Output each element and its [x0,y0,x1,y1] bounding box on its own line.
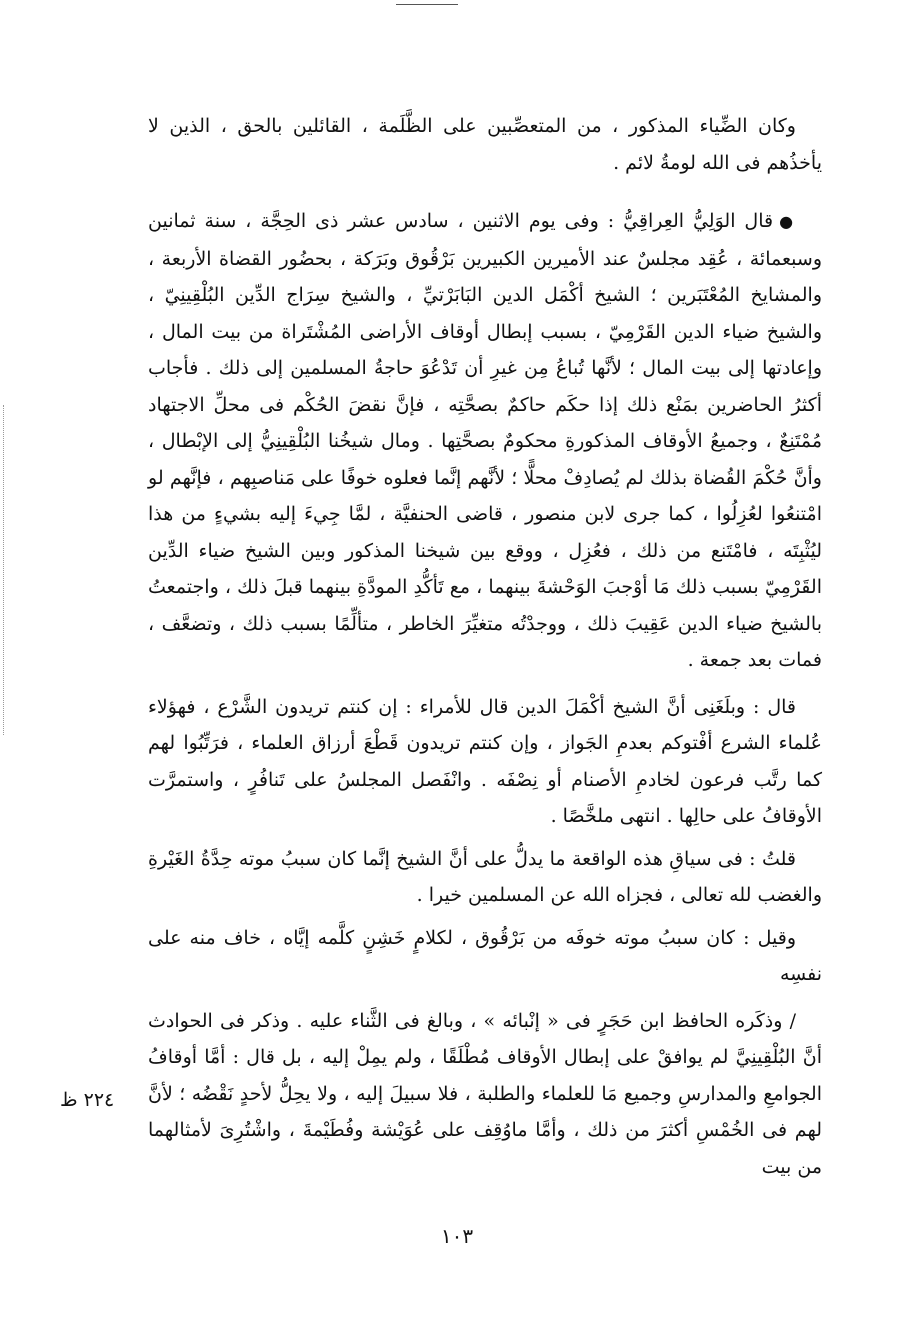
paragraph-5: وقيل : كان سببُ موته خوفَه من بَرْقُوق ، لكلامٍ خَشِنٍ كلَّمه إيَّاه ، خاف منه على نفسِه [148,926,822,985]
paragraph-1: وكان الضِّياء المذكور ، من المتعصِّبين على الظَّلَمة ، القائلين بالحق ، الذين لا يأخذُهم فى الله لومةُ لائم . [148,115,822,174]
page-edge-mark [3,405,4,735]
page-body [148,108,822,1185]
page-number: ١٠٣ [440,1224,474,1248]
paragraph-4: قلتُ : فى سياقِ هذه الواقعة ما يدلُّ على أنَّ الشيخ إنَّما كان سببُ موته حِدَّةُ الغَيْرةِ والغضب لله تعالى ، فجزاه الله عن المسلمين خيرا . [148,847,822,906]
top-rule [396,4,458,5]
paragraph-3: قال : وبلَغَنِى أنَّ الشيخ أكْمَلَ الدين قال للأمراء : إن كنتم تريدون الشَّرْع ، فهؤلاء عُلماء الشرع أفْتوكم بعدمِ الجَواز ، وإن كنتم تريدون قَطْعَ أرزاق العلماء ، فرَتِّبُوا لهم كما رتَّب فرعون لخادمِ الأصنام أو نِصْفَه . وانْفَصل المجلسُ على تَنافُرٍ ، واستمرَّت الأوقافُ على حالِها . انتهى ملخَّصًا . [148,695,823,827]
bullet-icon: ● [779,212,797,231]
paragraph-6: / وذكَره الحافظ ابن حَجَرٍ فى « إنْبائه » ، وبالغ فى الثَّناء عليه . وذكر فى الحوادث أنَّ البُلْقِينِيَّ لم يوافقْ على إبطال الأوقاف مُطْلَقًا ، ولم يمِلْ إليه ، بل قال : أمَّا أوقافُ الجوامعِ والمدارسِ وجميع مَا للعلماء والطلبة ، فلا سبيلَ إليه ، ولا يحِلُّ لأحدٍ نَقْضُه ؛ لأنَّ لهم فى الخُمْسِ أكثرَ من ذلك ، وأمَّا ماوُقِف على عُوَيْشة وفُطَيْمةَ ، واشْتُرِىَ لأمثالهما من بيت [148,1009,822,1178]
paragraph-2 [148,203,822,679]
paragraph-2-text: قال الوَلِيُّ العِراقِيُّ : وفى يوم الاثنين ، سادس عشر ذى الحِجَّة ، سنة ثمانين وسبعمائة ، عُقِد مجلسٌ عند الأميرين الكبيرين بَرْقُوق وبَرَكة ، بحضُور القضاة الأربعة ، والمشايخ المُعْتَبَرين ؛ الشيخ أكْمَل الدين البَابَرْتيِّ ، والشيخ سِرَاج الدِّين البُلْقِينِيّ ، والشيخ ضياء الدين القَرْمِيّ ، بسبب إبطال أوقاف الأراضى المُشْتَراة من بيت المال ، وإعادتها إلى بيت المال ؛ لأنَّها تُباعُ مِن غيرِ أن تَدْعُوَ حاجةُ المسلمين إلى ذلك . فأجاب أكثرُ الحاضرين بمَنْع ذلك إذا حكَم حاكمٌ بصحَّتِه ، فإنَّ نقضَ الحُكْم فى محلِّ الاجتهاد مُمْتَنِعٌ ، وجميعُ الأوقاف المذكورةِ محكومٌ بصحَّتِها . ومال شيخُنا البُلْقِينِيُّ إلى الإبْطال ، وأنَّ حُكْمَ القُضاة بذلك لم يُصادِفْ محلًّا ؛ لأنَّهم إنَّما فعلوه خوفًا على مَناصبِهم ، فإنَّهم لو امْتنعُوا لعُزِلُوا ، كما جرى لابن منصور ، قاضى الحنفيَّة ، لمَّا جِيءَ إليه بشيءٍ من هذا ليُثْبِتَه ، فامْتَنع من ذلك ، فعُزِل ، ووقع بين شيخنا المذكور وبين الشيخ ضياء الدِّين القَرْمِيّ بسبب ذلك مَا أوْجبَ الوَحْشةَ بينهما ، مع تَأكُّدِ المودَّةِ بينهما قبلَ ذلك ، واجتمعتُ بالشيخ ضياء الدين عَقِيبَ ذلك ، ووجدْتُه متغيِّرَ الخاطر ، متألِّمًا بسبب ذلك ، وتضعَّف ، فمات بعد جمعة . [148,210,822,671]
manuscript-folio-note: ٢٢٤ ظ [60,1089,115,1111]
